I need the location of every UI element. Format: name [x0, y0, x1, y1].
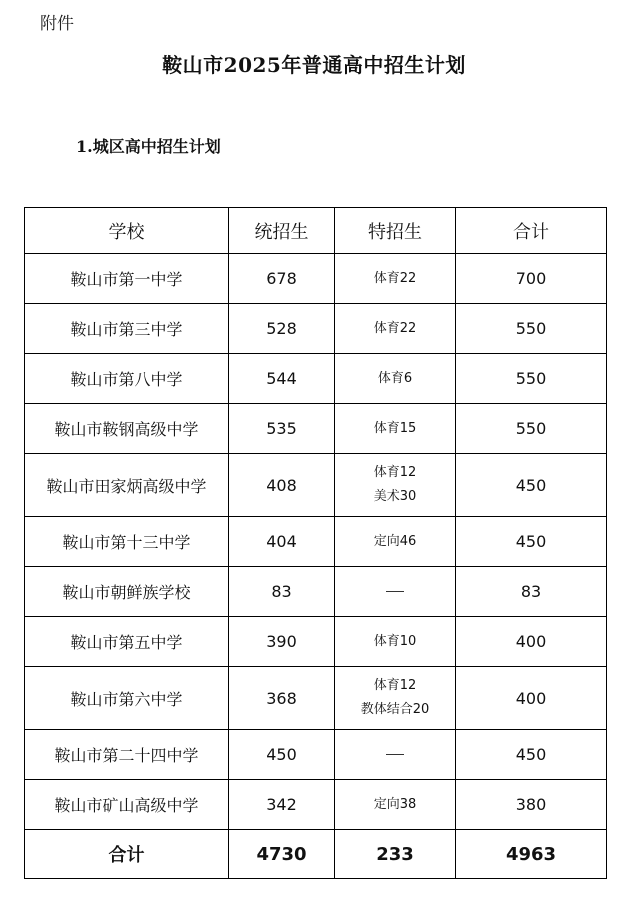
special-quota-cell: [335, 454, 456, 517]
school-name-cell: 鞍山市第十三中学: [25, 517, 229, 567]
total-sum: 4963: [456, 830, 607, 879]
table-row: [25, 517, 607, 567]
special-quota-cell: [335, 254, 456, 304]
special-quota-line: 定向38: [373, 796, 417, 812]
table-row: [25, 304, 607, 354]
header-total: 合计: [456, 208, 607, 254]
table-total-row: [25, 830, 607, 879]
special-quota-line: 体育15: [373, 420, 417, 436]
total-quota-cell: 550: [456, 404, 607, 454]
table-row: [25, 617, 607, 667]
regular-quota-cell: 390: [229, 617, 335, 667]
special-quota-cell: [335, 354, 456, 404]
regular-quota-cell: 83: [229, 567, 335, 617]
empty-dash: [386, 591, 404, 592]
special-quota-cell: [335, 730, 456, 780]
school-name-cell: 鞍山市矿山高级中学: [25, 780, 229, 830]
school-name-cell: 鞍山市第五中学: [25, 617, 229, 667]
total-label: 合计: [25, 830, 229, 879]
empty-dash: [386, 754, 404, 755]
table-row: [25, 254, 607, 304]
total-quota-cell: 550: [456, 304, 607, 354]
table-row: [25, 567, 607, 617]
header-regular: 统招生: [229, 208, 335, 254]
regular-quota-cell: 528: [229, 304, 335, 354]
school-name-cell: 鞍山市朝鲜族学校: [25, 567, 229, 617]
special-quota-cell: [335, 780, 456, 830]
special-quota-line: 美术30: [373, 489, 417, 504]
total-quota-cell: 450: [456, 454, 607, 517]
table-row: [25, 354, 607, 404]
total-quota-cell: 400: [456, 667, 607, 730]
special-quota-line: 定向46: [373, 533, 417, 549]
total-regular: 4730: [229, 830, 335, 879]
school-name-cell: 鞍山市第八中学: [25, 354, 229, 404]
table-body: [25, 254, 607, 830]
regular-quota-cell: 450: [229, 730, 335, 780]
total-quota-cell: 400: [456, 617, 607, 667]
header-school: 学校: [25, 208, 229, 254]
special-quota-line: 体育22: [373, 320, 417, 336]
special-quota-line: 体育22: [373, 270, 417, 286]
table-row: [25, 667, 607, 730]
table-row: [25, 780, 607, 830]
special-quota-cell: [335, 304, 456, 354]
table-row: [25, 404, 607, 454]
table-row: [25, 454, 607, 517]
school-name-cell: 鞍山市第一中学: [25, 254, 229, 304]
regular-quota-cell: 544: [229, 354, 335, 404]
special-quota-cell: [335, 404, 456, 454]
special-quota-cell: [335, 617, 456, 667]
total-quota-cell: 700: [456, 254, 607, 304]
school-name-cell: 鞍山市第三中学: [25, 304, 229, 354]
enrollment-plan-table: [24, 207, 607, 879]
table-row: [25, 730, 607, 780]
total-quota-cell: 83: [456, 567, 607, 617]
regular-quota-cell: 404: [229, 517, 335, 567]
total-quota-cell: 450: [456, 517, 607, 567]
total-quota-cell: 550: [456, 354, 607, 404]
school-name-cell: 鞍山市第六中学: [25, 667, 229, 730]
special-quota-line: 体育10: [373, 633, 417, 649]
document-title: 鞍山市2025年普通高中招生计划: [162, 53, 466, 77]
attachment-label: 附件: [40, 14, 74, 34]
total-special: 233: [335, 830, 456, 879]
special-quota-line: 体育6: [377, 370, 413, 386]
section-title: 1.城区高中招生计划: [76, 137, 221, 156]
special-quota-line: 体育12: [373, 678, 417, 693]
special-quota-line: 体育12: [373, 465, 417, 480]
special-quota-cell: [335, 517, 456, 567]
regular-quota-cell: 535: [229, 404, 335, 454]
total-quota-cell: 380: [456, 780, 607, 830]
special-quota-line: 教体结合20: [360, 702, 430, 717]
total-quota-cell: 450: [456, 730, 607, 780]
school-name-cell: 鞍山市田家炳高级中学: [25, 454, 229, 517]
school-name-cell: 鞍山市鞍钢高级中学: [25, 404, 229, 454]
special-quota-cell: [335, 567, 456, 617]
header-special: 特招生: [335, 208, 456, 254]
regular-quota-cell: 408: [229, 454, 335, 517]
special-quota-cell: [335, 667, 456, 730]
regular-quota-cell: 678: [229, 254, 335, 304]
school-name-cell: 鞍山市第二十四中学: [25, 730, 229, 780]
table-header-row: [25, 208, 607, 254]
regular-quota-cell: 342: [229, 780, 335, 830]
regular-quota-cell: 368: [229, 667, 335, 730]
